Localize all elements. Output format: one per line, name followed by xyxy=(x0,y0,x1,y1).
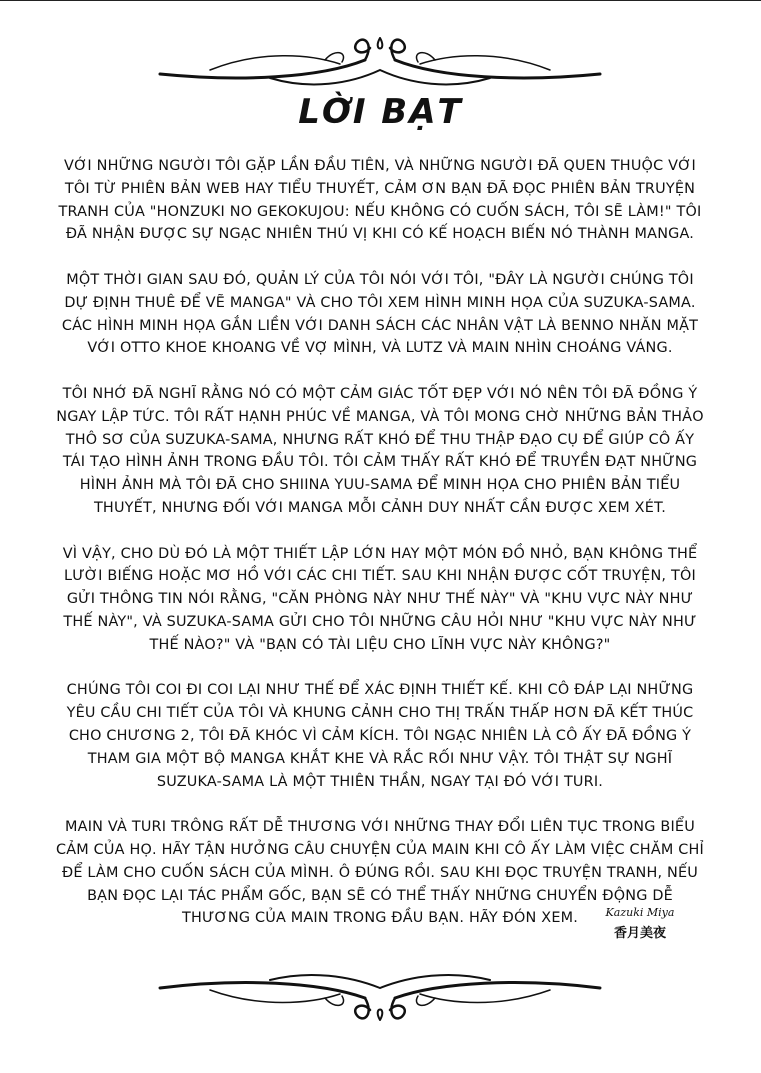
page-title: LỜI BẠT xyxy=(298,92,463,132)
top-border-line xyxy=(0,0,761,1)
flourish-ornament-bottom-icon xyxy=(150,968,610,1028)
signature-romanized: Kazuki Miya xyxy=(605,906,675,919)
afterword-body xyxy=(55,155,705,953)
signature-japanese: 香月美夜 xyxy=(613,926,666,941)
paragraph: MỘT THỜI GIAN SAU ĐÓ, QUẢN LÝ CỦA TÔI NÓI VỚI TÔI, "ĐÂY LÀ NGƯỜI CHÚNG TÔI DỰ ĐỊNH THUÊ ĐỂ VẼ MANGA" VÀ CHO TÔI XEM HÌNH MINH HỌA CỦA SUZUKA-SAMA. CÁC HÌNH MINH HỌA GẮN LIỀN VỚI DANH SÁCH CÁC NHÂN VẬT LÀ BENNO NHĂN MẶT VỚI OTTO KHOE KHOANG VỀ VỢ MÌNH, VÀ LUTZ VÀ MAIN NHÌN CHOÁNG VÁNG. xyxy=(61,271,699,357)
paragraph: MAIN VÀ TURI TRÔNG RẤT DỄ THƯƠNG VỚI NHỮNG THAY ĐỔI LIÊN TỤC TRONG BIỂU CẢM CỦA HỌ. HÃY TẬN HƯỞNG CÂU CHUYỆN CỦA MAIN KHI CÔ ẤY LÀM VIỆC CHĂM CHỈ ĐỂ LÀM CHO CUỐN SÁCH CỦA MÌNH. Ô ĐÚNG RỒI. SAU KHI ĐỌC TRUYỆN TRANH, NẾU BẠN ĐỌC LẠI TÁC PHẨM GỐC, BẠN SẼ CÓ THỂ THẤY NHỮNG CHUYỂN ĐỘNG DỄ THƯƠNG CỦA MAIN TRONG ĐẦU BẠN. HÃY ĐÓN XEM. xyxy=(56,819,704,927)
flourish-ornament-top-icon xyxy=(150,30,610,90)
paragraph: VỚI NHỮNG NGƯỜI TÔI GẶP LẦN ĐẦU TIÊN, VÀ NHỮNG NGƯỜI ĐÃ QUEN THUỘC VỚI TÔI TỪ PHIÊN BẢN WEB HAY TIỂU THUYẾT, CẢM ƠN BẠN ĐÃ ĐỌC PHIÊN BẢN TRUYỆN TRANH CỦA "HONZUKI NO GEKOKUJOU: NẾU KHÔNG CÓ CUỐN SÁCH, TÔI SẼ LÀM!" TÔI ĐÃ NHẬN ĐƯỢC SỰ NGẠC NHIÊN THÚ VỊ KHI CÓ KẾ HOẠCH BIẾN NÓ THÀNH MANGA. xyxy=(58,158,702,243)
paragraph: CHÚNG TÔI COI ĐI COI LẠI NHƯ THẾ ĐỂ XÁC ĐỊNH THIẾT KẾ. KHI CÔ ĐÁP LẠI NHỮNG YÊU CẦU CHI TIẾT CỦA TÔI VÀ KHUNG CẢNH CHO THỊ TRẤN THẤP HƠN ĐÃ KẾT THÚC CHO CHƯƠNG 2, TÔI ĐÃ KHÓC VÌ CẢM KÍCH. TÔI NGẠC NHIÊN LÀ CÔ ẤY ĐÃ ĐỒNG Ý THAM GIA MỘT BỘ MANGA KHẮT KHE VÀ RẮC RỐI NHƯ VẬY. TÔI THẬT SỰ NGHĨ SUZUKA-SAMA LÀ MỘT THIÊN THẦN, NGAY TẠI ĐÓ VỚI TURI. xyxy=(66,682,694,790)
paragraph: TÔI NHỚ ĐÃ NGHĨ RẰNG NÓ CÓ MỘT CẢM GIÁC TỐT ĐẸP VỚI NÓ NÊN TÔI ĐÃ ĐỒNG Ý NGAY LẬP TỨC. TÔI RẤT HẠNH PHÚC VỀ MANGA, VÀ TÔI MONG CHỜ NHỮNG BẢN THẢO THÔ SƠ CỦA SUZUKA-SAMA, NHƯNG RẤT KHÓ ĐỂ THU THẬP ĐẠO CỤ ĐỂ GIÚP CÔ ẤY TÁI TẠO HÌNH ẢNH TRONG ĐẦU TÔI. TÔI CẢM THẤY RẤT KHÓ ĐỂ TRUYỀN ĐẠT NHỮNG HÌNH ẢNH MÀ TÔI ĐÃ CHO SHIINA YUU-SAMA ĐỂ MINH HỌA CHO PHIÊN BẢN TIỂU THUYẾT, NHƯNG ĐỐI VỚI MANGA MỖI CẢNH DUY NHẤT CẦN ĐƯỢC XEM XÉT. xyxy=(56,385,704,516)
paragraph: VÌ VẬY, CHO DÙ ĐÓ LÀ MỘT THIẾT LẬP LỚN HAY MỘT MÓN ĐỒ NHỎ, BẠN KHÔNG THỂ LƯỜI BIẾNG HOẶC MƠ HỒ VỚI CÁC CHI TIẾT. SAU KHI NHẬN ĐƯỢC CỐT TRUYỆN, TÔI GỬI THÔNG TIN NÓI RẰNG, "CĂN PHÒNG NÀY NHƯ THẾ NÀY" VÀ "KHU VỰC NÀY NHƯ THẾ NÀY", VÀ SUZUKA-SAMA GỬI CHO TÔI NHỮNG CÂU HỎI NHƯ "KHU VỰC NÀY NHƯ THẾ NÀO?" VÀ "BẠN CÓ TÀI LIỆU CHO LĨNH VỰC NÀY KHÔNG?" xyxy=(62,545,698,653)
